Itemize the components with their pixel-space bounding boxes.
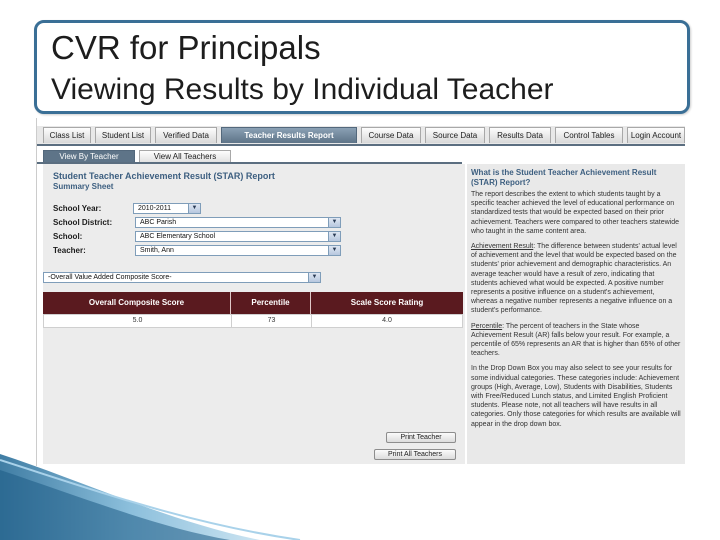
report-subtitle: Summary Sheet	[53, 182, 114, 191]
help-dropdown: In the Drop Down Box you may also select to see your results for some individual categories. These categories include: Achievement groups (High, Average, Low), Students with Disabilities, Students with Free/Reduced Lunch status, and Limited English Proficient students. Please note, not all teachers will have results in all categories. Only those categories for which results are available will appear in the drop down box.	[471, 365, 681, 428]
report-title: Student Teacher Achievement Result (STAR) Report	[53, 171, 275, 181]
column-header-scale-score: Scale Score Rating	[350, 298, 424, 307]
decorative-swoosh	[0, 440, 720, 540]
tab-class-list[interactable]: Class List	[43, 127, 91, 143]
composite-score-cell: 5.0	[44, 315, 232, 327]
tab-teacher-results-report[interactable]: Teacher Results Report	[221, 127, 357, 143]
help-percentile	[471, 322, 681, 359]
results-table-header	[43, 292, 463, 314]
tab-verified-data[interactable]: Verified Data	[155, 127, 217, 143]
print-all-teachers-button[interactable]: Print All Teachers	[374, 449, 456, 460]
school-select[interactable]	[135, 231, 341, 242]
tab-course-data[interactable]: Course Data	[361, 127, 421, 143]
app-screenshot	[36, 118, 685, 466]
percentile-text: : The percent of teachers in the State whose Achievement Result (AR) falls below your result. For example, a percentile of 65% represents an AR that is higher than 65% of other teachers.	[471, 322, 681, 358]
teacher-label: Teacher:	[53, 246, 86, 255]
school-year-label: School Year:	[53, 204, 102, 213]
tab-view-by-teacher[interactable]: View By Teacher	[43, 150, 135, 162]
score-category-select[interactable]	[43, 272, 321, 283]
tab-student-list[interactable]: Student List	[95, 127, 151, 143]
help-achievement-result	[471, 242, 681, 316]
sub-nav	[37, 150, 462, 164]
slide-title-box	[34, 20, 690, 114]
tab-control-tables[interactable]: Control Tables	[555, 127, 623, 143]
column-header-percentile: Percentile	[231, 292, 311, 314]
table-row	[43, 314, 463, 328]
slide-subtitle: Viewing Results by Individual Teacher	[51, 73, 554, 106]
chevron-down-icon[interactable]: ▼	[308, 273, 320, 282]
column-header-composite: Overall Composite Score	[43, 292, 231, 314]
district-select[interactable]	[135, 217, 341, 228]
chevron-down-icon[interactable]: ▼	[328, 218, 340, 227]
school-label: School:	[53, 232, 83, 241]
scale-score-cell: 4.0	[382, 317, 392, 324]
school-year-select[interactable]	[133, 203, 201, 214]
chevron-down-icon[interactable]: ▼	[328, 232, 340, 241]
district-label: School District:	[53, 218, 113, 227]
achievement-result-text: : The difference between students' actual level of achievement and the level that would be expected based on the students' prior achievement and demographic characteristics. An average teacher would have a result of zero, indicating that students achieved what would be expected. A positive number represents a positive influence on a student's achievement, whereas a negative number represents a negative influence on a student's performance.	[471, 243, 677, 315]
tab-source-data[interactable]: Source Data	[425, 127, 485, 143]
school-value: ABC Elementary School	[140, 233, 216, 240]
teacher-select[interactable]	[135, 245, 341, 256]
print-teacher-button[interactable]: Print Teacher	[386, 432, 456, 443]
achievement-result-term: Achievement Result	[471, 243, 534, 251]
score-category-value: -Overall Value Added Composite Score-	[48, 274, 172, 281]
slide-title: CVR for Principals	[51, 29, 321, 66]
help-question: What is the Student Teacher Achievement Result (STAR) Report?	[471, 168, 657, 187]
main-nav	[37, 126, 685, 146]
tab-view-all-teachers[interactable]: View All Teachers	[139, 150, 231, 162]
help-panel	[467, 164, 685, 464]
tab-login-account[interactable]: Login Account	[627, 127, 685, 143]
district-value: ABC Parish	[140, 219, 177, 226]
teacher-value: Smith, Ann	[140, 247, 174, 254]
help-intro: The report describes the extent to which students taught by a specific teacher achieved the level of educational performance on standardized tests that would be expected based on their prior achievement. Teachers were compared to other teachers statewide who taught in the same content area.	[471, 191, 680, 235]
chevron-down-icon[interactable]: ▼	[328, 246, 340, 255]
tab-results-data[interactable]: Results Data	[489, 127, 551, 143]
school-year-value: 2010-2011	[138, 205, 171, 212]
percentile-term: Percentile	[471, 322, 503, 330]
chevron-down-icon[interactable]: ▼	[188, 204, 200, 213]
percentile-cell: 73	[232, 315, 312, 327]
